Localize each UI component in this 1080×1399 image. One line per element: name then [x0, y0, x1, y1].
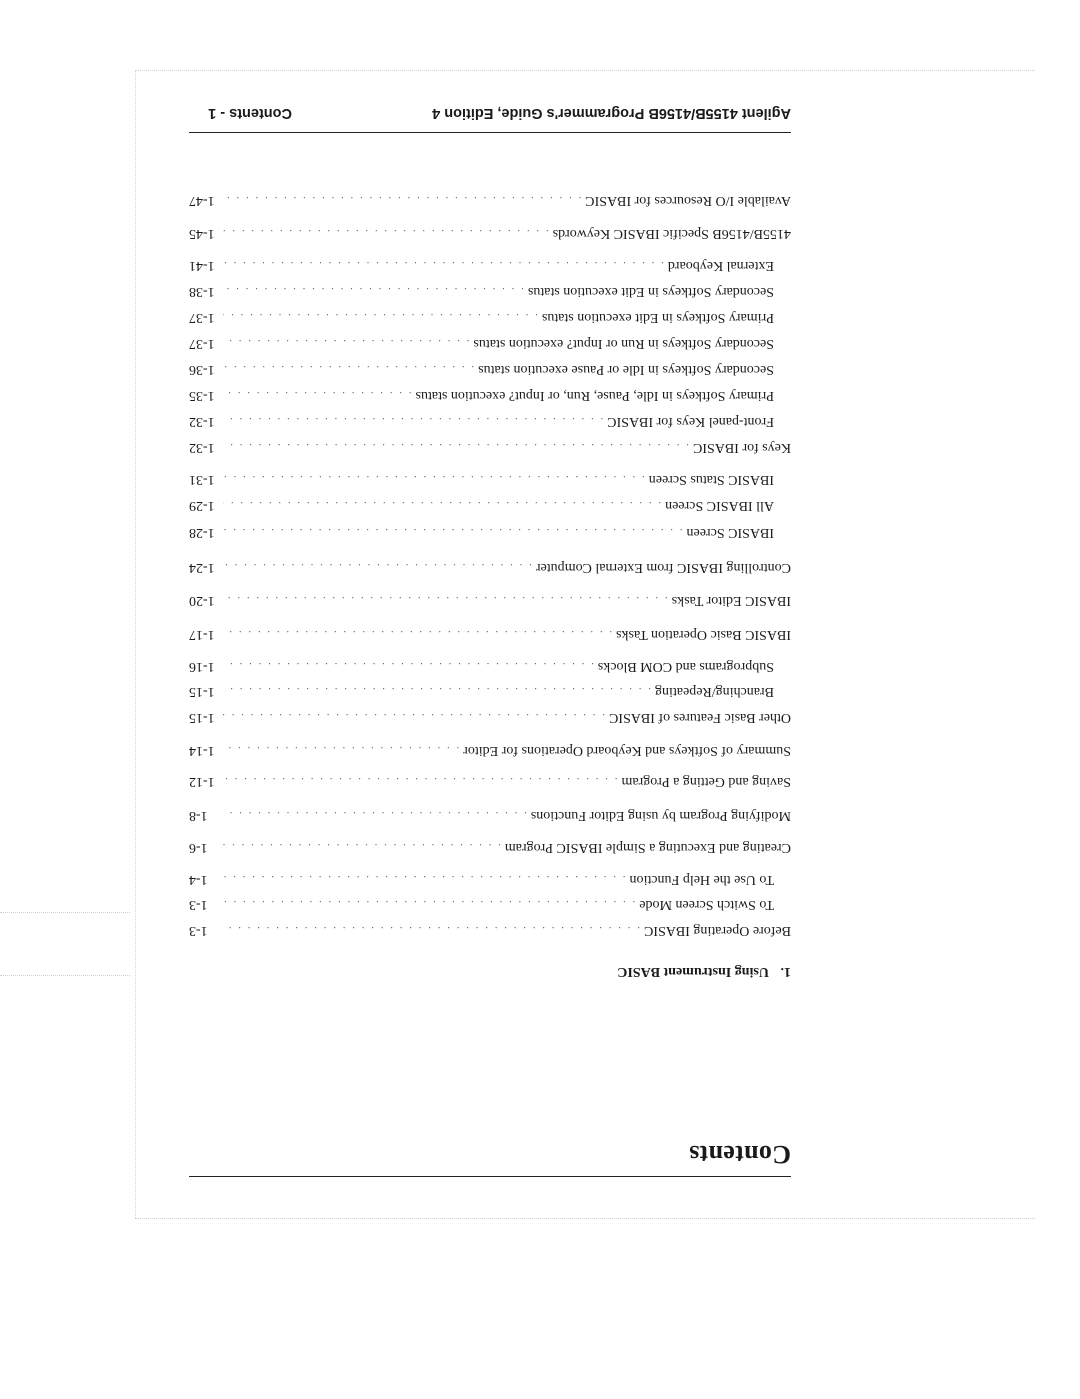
- toc-leader-dots: [223, 895, 635, 913]
- toc-entry-page: 1-14: [189, 743, 215, 758]
- toc-entry-label: External Keyboard: [667, 258, 774, 273]
- toc-entry-label: All IBASIC Screen: [665, 498, 774, 513]
- toc-entry-page: 1-47: [189, 193, 215, 208]
- toc-entry: [189, 838, 791, 856]
- toc-entry-label: Other Basic Features of IBASIC: [609, 710, 791, 725]
- toc-entry: [189, 191, 791, 209]
- toc-leader-dots: [223, 470, 645, 488]
- toc-leader-dots: [223, 308, 538, 326]
- toc-entry-label: IBASIC Screen: [686, 525, 774, 540]
- toc-entry-label: Primary Softkeys in Edit execution status: [541, 310, 774, 325]
- toc-entry: [189, 806, 791, 824]
- toc-entry: [189, 470, 774, 488]
- toc-leader-dots: [223, 523, 683, 541]
- toc-entry-label: Branching/Repeating: [655, 684, 774, 699]
- toc-entry: [189, 921, 791, 939]
- toc-entry-page: 1-17: [189, 627, 215, 642]
- toc-entry-label: Subprograms and COM Blocks: [597, 659, 774, 674]
- toc-leader-dots: [223, 224, 549, 242]
- toc-entry-label: Creating and Executing a Simple IBASIC Program: [504, 840, 791, 855]
- toc-leader-dots: [223, 682, 651, 700]
- toc-leader-dots: [223, 772, 617, 790]
- running-header-title: Agilent 4155B/4156B Programmer's Guide, Edition 4: [432, 105, 791, 121]
- toc-leader-dots: [223, 806, 527, 824]
- toc-entry-label: 4155B/4156B Specific IBASIC Keywords: [552, 226, 791, 241]
- chapter-heading: [617, 963, 791, 979]
- toc-entry-page: 1-15: [189, 684, 215, 699]
- toc-entry-page: 1-3: [189, 897, 208, 912]
- toc-leader-dots: [223, 921, 640, 939]
- toc-entry-page: 1-6: [189, 840, 208, 855]
- toc-entry-label: Secondary Softkeys in Edit execution status: [527, 284, 774, 299]
- toc-entry-label: Secondary Softkeys in Idle or Pause execution status: [478, 362, 774, 377]
- toc-entry-page: 1-32: [189, 414, 215, 429]
- toc-leader-dots: [223, 838, 501, 856]
- toc-leader-dots: [223, 496, 661, 514]
- toc-entry: [189, 224, 791, 242]
- page-title: Contents: [688, 1140, 791, 1169]
- toc-entry: [189, 308, 774, 326]
- toc-entry-label: Secondary Softkeys in Run or Input? execution status: [473, 336, 774, 351]
- toc-entry-page: 1-29: [189, 498, 215, 513]
- toc-entry-page: 1-24: [189, 560, 215, 575]
- toc-entry-label: IBASIC Basic Operation Tasks: [616, 627, 791, 642]
- toc-entry-label: Available I/O Resources for IBASIC: [585, 193, 791, 208]
- toc-leader-dots: [223, 741, 459, 759]
- toc-entry-page: 1-35: [189, 388, 215, 403]
- toc-entry-page: 1-32: [189, 440, 215, 455]
- toc-entry: [189, 741, 791, 759]
- chapter-title: Using Instrument BASIC: [617, 964, 769, 979]
- toc-entry-page: 1-4: [189, 872, 208, 887]
- toc-entry: [189, 386, 774, 404]
- toc-leader-dots: [223, 256, 664, 274]
- toc-entry: [189, 591, 791, 609]
- toc-entry-label: Modifying Program by using Editor Functions: [530, 808, 791, 823]
- title-rule: [189, 1176, 791, 1177]
- toc-entry-page: 1-37: [189, 310, 215, 325]
- toc-entry-label: IBASIC Editor Tasks: [671, 593, 791, 608]
- toc-leader-dots: [223, 708, 605, 726]
- toc-entry-page: 1-16: [189, 659, 215, 674]
- toc-entry: [189, 523, 774, 541]
- toc-leader-dots: [223, 438, 689, 456]
- toc-entry: [189, 772, 791, 790]
- toc-entry: [189, 438, 791, 456]
- toc-entry: [189, 256, 774, 274]
- toc-entry-page: 1-28: [189, 525, 215, 540]
- toc-entry-label: Primary Softkeys in Idle, Pause, Run, or Input? execution status: [415, 388, 774, 403]
- toc-entry-label: IBASIC Status Screen: [648, 472, 774, 487]
- toc-entry-page: 1-36: [189, 362, 215, 377]
- toc-leader-dots: [223, 870, 626, 888]
- toc-entry: [189, 625, 791, 643]
- toc-entry-label: Keys for IBASIC: [693, 440, 791, 455]
- toc-leader-dots: [223, 625, 612, 643]
- toc-leader-dots: [223, 334, 469, 352]
- toc-entry: [189, 412, 774, 430]
- toc-entry-page: 1-37: [189, 336, 215, 351]
- toc-leader-dots: [223, 657, 594, 675]
- header-rule: [189, 132, 791, 133]
- toc-entry-page: 1-38: [189, 284, 215, 299]
- toc-entry-label: Before Operating IBASIC: [644, 923, 791, 938]
- toc-entry-label: To Use the Help Function: [629, 872, 774, 887]
- toc-entry-label: Summary of Softkeys and Keyboard Operations for Editor: [463, 743, 791, 758]
- toc-entry: [189, 657, 774, 675]
- toc-entry-page: 1-31: [189, 472, 215, 487]
- toc-entry-page: 1-45: [189, 226, 215, 241]
- toc-leader-dots: [223, 558, 532, 576]
- toc-entry-page: 1-12: [189, 774, 215, 789]
- toc-entry: [189, 708, 791, 726]
- toc-leader-dots: [223, 386, 412, 404]
- toc-entry: [189, 496, 774, 514]
- toc-entry-page: 1-41: [189, 258, 215, 273]
- toc-entry-page: 1-8: [189, 808, 208, 823]
- toc-entry: [189, 895, 774, 913]
- toc-entry-page: 1-20: [189, 593, 215, 608]
- toc-entry: [189, 334, 774, 352]
- toc-leader-dots: [223, 282, 524, 300]
- toc-leader-dots: [223, 591, 668, 609]
- toc-entry: [189, 282, 774, 300]
- toc-entry: [189, 682, 774, 700]
- toc-entry: [189, 870, 774, 888]
- toc-entry-page: 1-15: [189, 710, 215, 725]
- toc-entry-label: Saving and Getting a Program: [621, 774, 791, 789]
- chapter-number: 1.: [780, 964, 791, 979]
- toc-entry: [189, 558, 791, 576]
- toc-leader-dots: [223, 360, 474, 378]
- running-header-page: Contents - 1: [208, 105, 292, 121]
- toc-leader-dots: [223, 191, 581, 209]
- toc-entry-page: 1-3: [189, 923, 208, 938]
- toc-entry-label: To Switch Screen Mode: [639, 897, 774, 912]
- toc-leader-dots: [223, 412, 603, 430]
- toc-entry: [189, 360, 774, 378]
- toc-entry-label: Front-panel Keys for IBASIC: [607, 414, 774, 429]
- toc-entry-label: Controlling IBASIC from External Computer: [535, 560, 791, 575]
